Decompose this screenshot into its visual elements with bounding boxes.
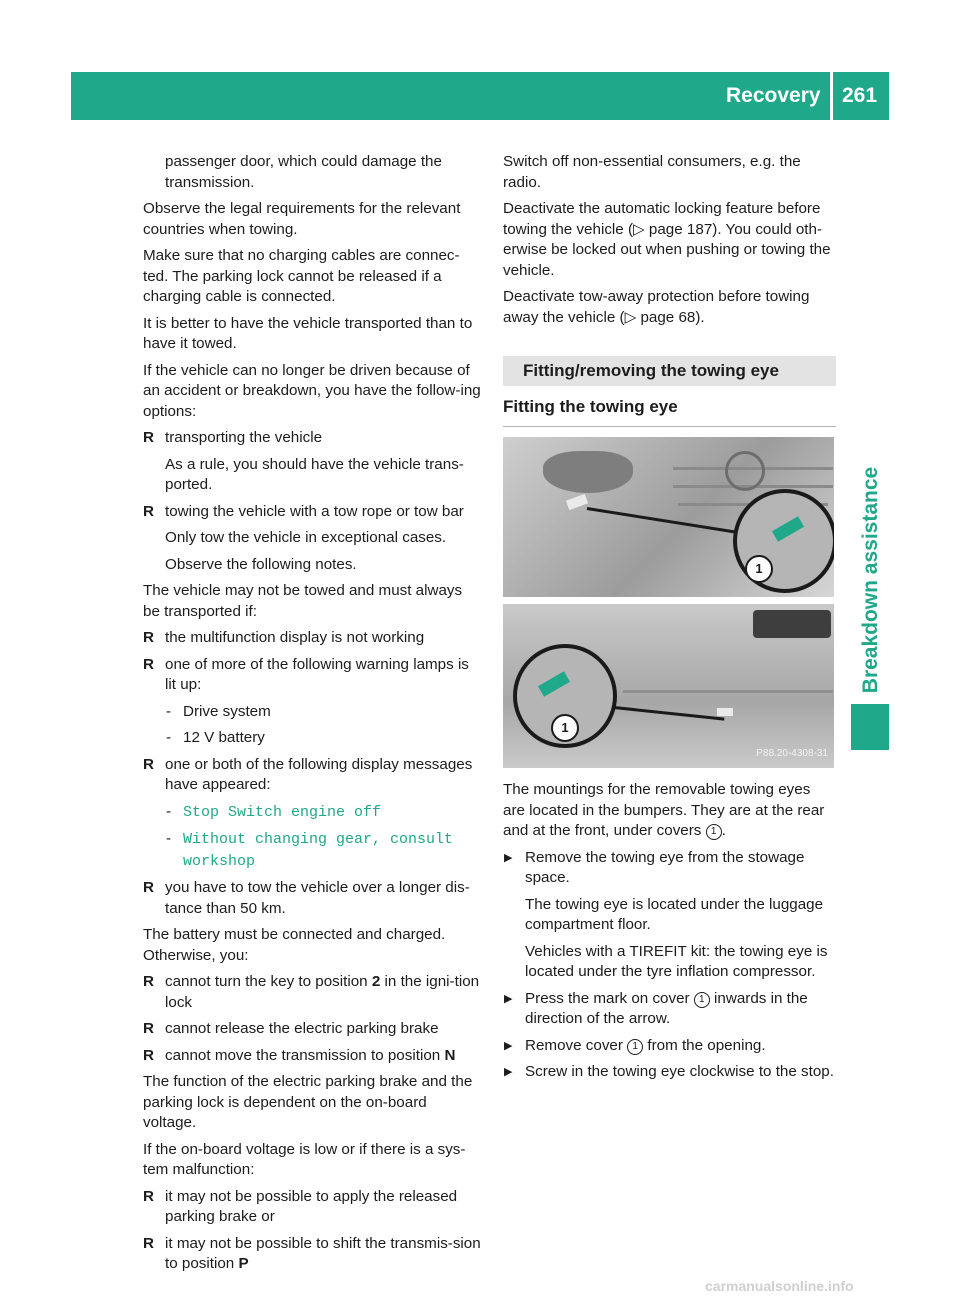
text: inwards in the direction of the arrow. <box>525 989 808 1027</box>
instruction-step: ▶ Screw in the towing eye clockwise to the stop. <box>503 1062 836 1083</box>
text: cannot turn the key to position <box>165 973 372 990</box>
display-message: Without changing gear, consult workshop <box>183 831 454 870</box>
bullet-item: R you have to tow the vehicle over a longer dis-tance than 50 km. <box>143 878 483 919</box>
text: Deactivate the automatic locking feature before towing the vehicle ( <box>503 200 821 238</box>
display-message: Stop Switch engine off <box>183 803 382 821</box>
left-column <box>143 152 483 1281</box>
dash-item-display-message <box>143 802 483 824</box>
section-heading: Fitting/removing the towing eye <box>503 356 836 386</box>
position-value: N <box>444 1046 456 1064</box>
text: it may not be possible to shift the transmis-sion to position <box>165 1234 481 1272</box>
step-note: Vehicles with a TIREFIT kit: the towing eye is located under the tyre inflation compressor. <box>525 942 828 980</box>
text: from the opening. <box>643 1036 766 1054</box>
text: . <box>721 822 726 839</box>
rear-bumper-image <box>503 604 834 768</box>
callout-reference: 1 <box>694 992 710 1008</box>
text: Remove cover <box>525 1036 628 1054</box>
press-direction-arrow-icon <box>538 671 570 696</box>
subsection-heading: Fitting the towing eye <box>503 396 836 427</box>
paragraph <box>503 287 836 328</box>
page-number: 261 <box>842 84 878 107</box>
page-reference-link[interactable]: ▷ page 187 <box>633 220 713 238</box>
paragraph: It is better to have the vehicle transported than to have it towed. <box>143 314 473 352</box>
header-divider <box>830 72 833 120</box>
paragraph: Make sure that no charging cables are connec-ted. The parking lock cannot be released if a charging cable is connected. <box>143 247 460 305</box>
bullet-item <box>143 1234 483 1275</box>
bullet-item <box>143 972 483 1013</box>
towing-eye-illustration <box>503 437 834 768</box>
bullet-item <box>143 1046 483 1067</box>
paragraph: If the vehicle can no longer be driven because of an accident or breakdown, you have the follow-ing options: <box>143 361 481 420</box>
dash-item: - Drive system <box>143 702 483 723</box>
headlight-icon <box>543 451 633 493</box>
dash-item: - 12 V battery <box>143 728 483 749</box>
instruction-step <box>503 989 836 1030</box>
text: Press the mark on cover <box>525 989 694 1007</box>
position-value: P <box>238 1255 249 1272</box>
page-reference-link[interactable]: ▷ page 68 <box>624 308 696 326</box>
side-tab <box>851 430 891 730</box>
paragraph: passenger door, which could damage the transmission. <box>165 153 442 191</box>
callout-reference: 1 <box>706 824 722 840</box>
bullet-item: R towing the vehicle with a tow rope or tow bar <box>143 502 483 523</box>
bullet-note: As a rule, you should have the vehicle trans-ported. <box>165 455 464 493</box>
bullet-item: R it may not be possible to apply the released parking brake or <box>143 1187 483 1228</box>
bullet-item: R the multifunction display is not working <box>143 628 483 649</box>
paragraph: The battery must be connected and charged. Otherwise, you: <box>143 926 446 964</box>
position-value: 2 <box>371 973 381 990</box>
rear-cover-mark-icon <box>717 708 733 716</box>
dash-item-display-message <box>143 829 483 872</box>
text: ). <box>695 308 705 326</box>
step-note: The towing eye is located under the luggage compartment floor. <box>525 895 824 933</box>
cover-mark-icon <box>566 494 588 510</box>
text: ). You could oth-erwise be locked out when pushing or towing the vehicle. <box>503 220 831 279</box>
text: The mountings for the removable towing eyes are located in the bumpers. They are at the rear and at the front, under covers <box>503 781 825 839</box>
callout-number: 1 <box>551 714 579 742</box>
bullet-item: R transporting the vehicle <box>143 428 483 449</box>
paragraph: The function of the electric parking brake and the parking lock is dependent on the on-board voltage. <box>143 1073 473 1131</box>
magnified-rear-cover-inset <box>513 644 617 748</box>
chapter-title: Recovery <box>726 84 821 107</box>
tail-light-icon <box>753 610 831 638</box>
star-emblem-icon <box>725 451 765 491</box>
bullet-item: R cannot release the electric parking brake <box>143 1019 483 1040</box>
side-tab-label: Breakdown assistance <box>858 466 882 694</box>
callout-number: 1 <box>745 555 773 583</box>
paragraph: Switch off non-essential consumers, e.g. the radio. <box>503 153 801 191</box>
text: Deactivate tow-away protection before towing away the vehicle ( <box>503 288 810 326</box>
bullet-item: R one or both of the following display messages have appeared: <box>143 755 483 796</box>
instruction-step: ▶ Remove the towing eye from the stowage space. <box>503 848 836 889</box>
bullet-note: Only tow the vehicle in exceptional cases. <box>165 529 447 546</box>
magnified-cover-inset <box>733 489 834 593</box>
figure-code: P88.20-4308-31 <box>756 747 828 759</box>
instruction-step <box>503 1036 836 1057</box>
text: in the igni-tion lock <box>165 973 480 1011</box>
paragraph <box>503 780 836 842</box>
watermark: carmanualsonline.info <box>705 1278 854 1294</box>
paragraph: If the on-board voltage is low or if there is a sys-tem malfunction: <box>143 1140 466 1178</box>
press-direction-arrow-icon <box>772 516 804 541</box>
paragraph <box>503 199 836 281</box>
paragraph: The vehicle may not be towed and must always be transported if: <box>143 582 463 620</box>
paragraph: Observe the legal requirements for the relevant countries when towing. <box>143 200 461 238</box>
bullet-item: R one of more of the following warning lamps is lit up: <box>143 655 483 696</box>
text: cannot move the transmission to position <box>165 1046 445 1064</box>
bullet-note: Observe the following notes. <box>165 555 357 573</box>
side-tab-marker <box>851 704 889 750</box>
callout-reference: 1 <box>627 1039 643 1055</box>
front-bumper-image <box>503 437 834 597</box>
right-column <box>503 152 836 1089</box>
